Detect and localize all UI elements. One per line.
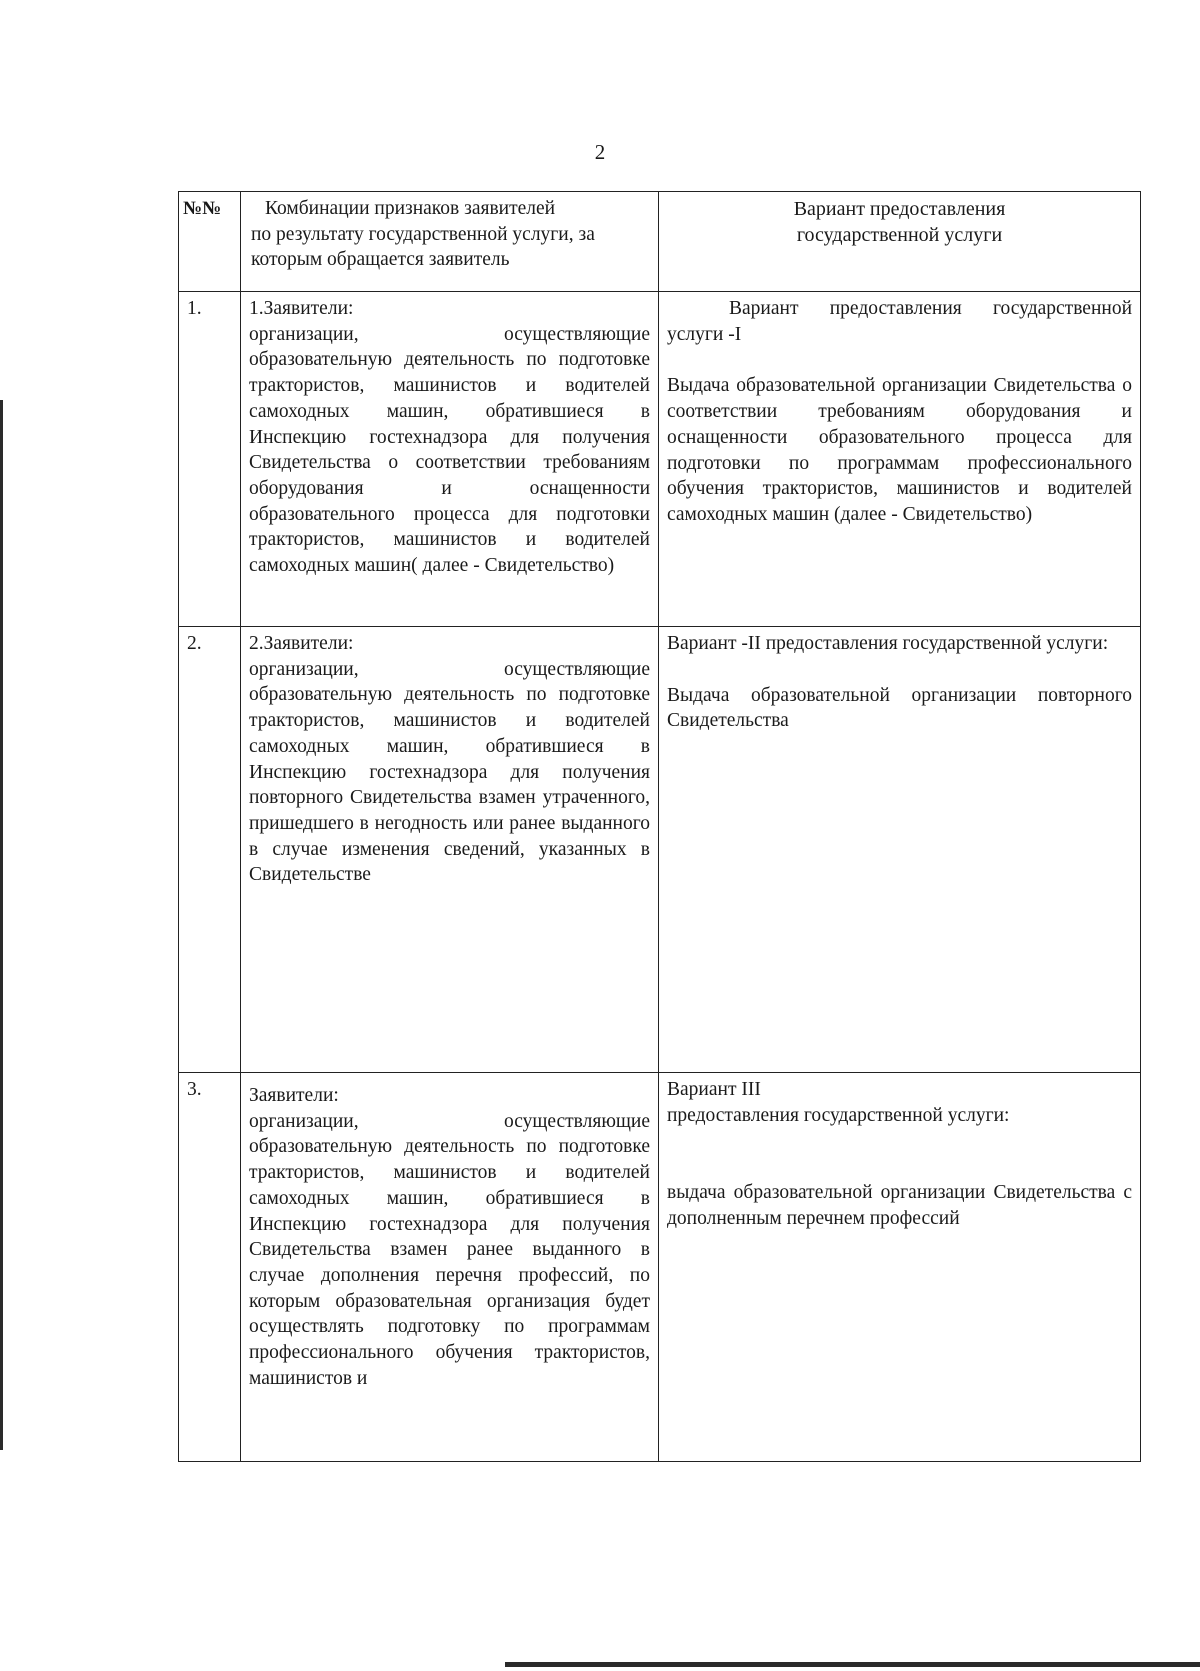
services-variant-table [178,191,1141,1462]
scan-edge-mark-bottom [505,1662,1200,1667]
header-variant-cell [659,192,1141,292]
header-combination-line1: Комбинации признаков заявителей [265,198,556,219]
variant-text: Выдача образовательной организации повторного Свидетельства [667,684,1132,732]
variant-title-line1: Вариант III [667,1079,761,1100]
row-number: 1. [187,298,202,319]
header-combination-cell [241,192,659,292]
applicants-label: 1.Заявители: [249,298,354,319]
header-combination-line3: которым обращается заявитель [251,249,510,271]
variant-title: Вариант предоставления государственной услуги -I [667,298,1132,345]
page-number: 2 [594,140,606,164]
variant-title: Вариант -II предоставления государственной услуги: [667,633,1109,654]
row-num-cell [179,627,241,1073]
table-row [179,1073,1141,1462]
table-row [179,292,1141,627]
variant-text: выдача образовательной организации Свидетельства с дополненным перечнем профессий [667,1182,1132,1230]
header-num-cell [179,192,241,292]
variant-title-line2: предоставления государственной услуги: [667,1104,1010,1126]
applicants-text: организации, осуществляющие образовательную деятельность по подготовке трактористов, машинистов и водителей самоходных машин, обратившиеся в Инспекцию гостехнадзора для получения повторного Свидетельства взамен утраченного, пришедшего в негодность или ранее выданного в случае изменения сведений, указанных в Свидетельстве [249,658,650,886]
row-applicants-cell [241,292,659,627]
row-applicants-cell [241,627,659,1073]
row-variant-cell [659,627,1141,1073]
scan-edge-mark-left [0,400,3,1450]
header-num: №№ [183,198,222,219]
row-variant-cell [659,1073,1141,1462]
header-variant-line2: государственной услуги [796,224,1003,246]
table-header-row [179,192,1141,292]
row-applicants-cell [241,1073,659,1462]
variant-text: Выдача образовательной организации Свидетельства о соответствии требованиям оборудования и оснащенности образовательного процесса для подготовки по программам профессионального обучения трактористов, машинистов и водителей самоходных машин (далее - Свидетельство) [667,375,1132,525]
table-row [179,627,1141,1073]
applicants-label: 2.Заявители: [249,633,354,654]
row-num-cell [179,292,241,627]
row-number: 3. [187,1079,202,1100]
applicants-text: организации, осуществляющие образовательную деятельность по подготовке трактористов, машинистов и водителей самоходных машин, обратившиеся в Инспекцию гостехнадзора для получения Свидетельства взамен ранее выданного в случае дополнения перечня профессий, по которым образовательная организация будет осуществлять подготовку по программам профессионального обучения трактористов, машинистов и [249,1110,650,1389]
row-number: 2. [187,633,202,654]
applicants-text: организации, осуществляющие образовательную деятельность по подготовке трактористов, машинистов и водителей самоходных машин, обратившиеся в Инспекцию гостехнадзора для получения Свидетельства о соответствии требованиям оборудования и оснащенности образовательного процесса для подготовки трактористов, машинистов и водителей самоходных машин( далее - Свидетельство) [249,323,650,577]
header-variant-line1: Вариант предоставления [793,198,1006,220]
row-num-cell [179,1073,241,1462]
header-combination-line2: по результату государственной услуги, за [251,223,595,245]
row-variant-cell [659,292,1141,627]
applicants-label: Заявители: [249,1085,339,1106]
